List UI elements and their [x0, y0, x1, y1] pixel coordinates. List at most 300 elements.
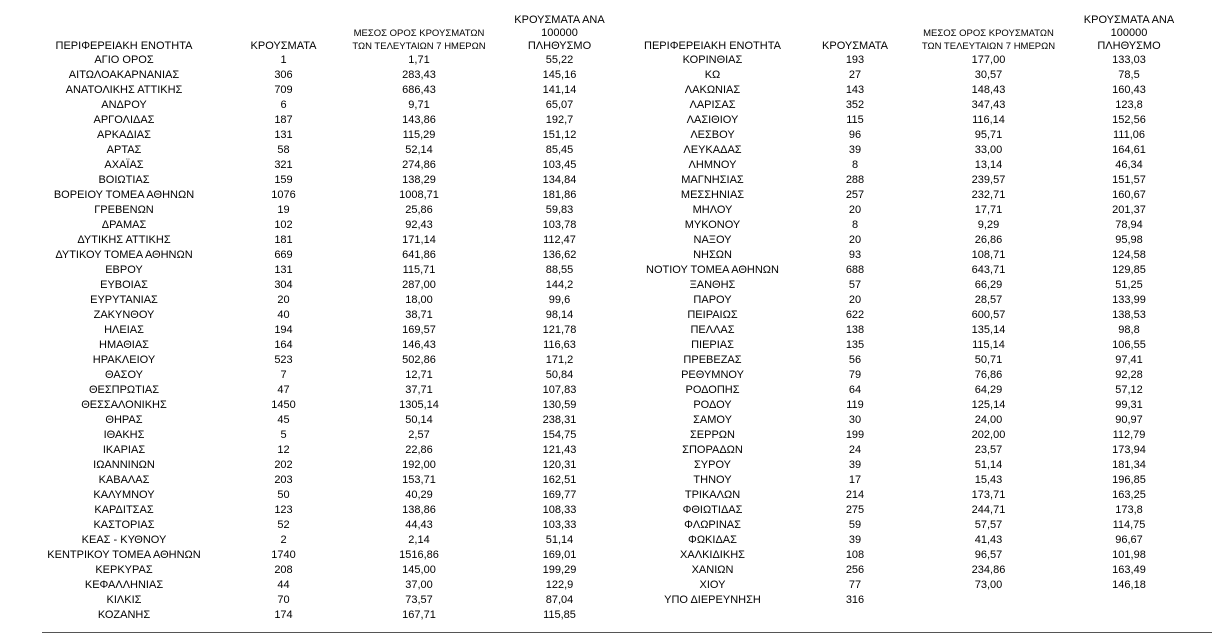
avg7-cell: 95,71 — [974, 129, 1003, 141]
per100k-cell: 154,75 — [542, 429, 577, 441]
per100k-cell: 162,51 — [542, 474, 577, 486]
table-row — [620, 278, 1186, 293]
table-row — [620, 53, 1186, 68]
region-cell: ΑΧΑΪΑΣ — [104, 159, 144, 171]
avg7-cell: 641,86 — [402, 249, 436, 261]
cases-cell: 27 — [848, 69, 862, 81]
table-row — [22, 548, 622, 563]
region-cell: ΚΟΡΙΝΘΙΑΣ — [682, 54, 743, 66]
header-region: ΠΕΡΙΦΕΡΕΙΑΚΗ ΕΝΟΤΗΤΑ — [55, 40, 193, 52]
cases-cell: 138 — [845, 324, 865, 336]
region-cell: ΚΟΖΑΝΗΣ — [97, 609, 151, 621]
cases-cell: 1450 — [271, 399, 296, 411]
avg7-cell: 173,71 — [971, 489, 1006, 501]
avg7-cell: 643,71 — [971, 264, 1006, 276]
table-row — [620, 338, 1186, 353]
table-row — [620, 443, 1186, 458]
per100k-cell: 196,85 — [1112, 474, 1146, 486]
cases-cell: 203 — [274, 474, 293, 486]
per100k-cell: 199,29 — [542, 564, 577, 576]
table-row — [620, 83, 1186, 98]
region-cell: ΦΘΙΩΤΙΔΑΣ — [682, 504, 743, 516]
table-row — [620, 263, 1186, 278]
avg7-cell: 37,71 — [405, 384, 433, 396]
region-cell: ΙΚΑΡΙΑΣ — [102, 444, 146, 456]
cases-cell: 275 — [845, 504, 865, 516]
table-row — [620, 188, 1186, 203]
per100k-cell: 98,14 — [545, 309, 574, 321]
table-row — [620, 98, 1186, 113]
per100k-cell: 201,37 — [1112, 204, 1146, 216]
avg7-cell: 146,43 — [402, 339, 436, 351]
region-cell: ΧΙΟΥ — [699, 579, 726, 591]
per100k-cell: 129,85 — [1112, 264, 1146, 276]
cases-cell: 79 — [848, 369, 862, 381]
table-row — [22, 398, 622, 413]
header-avg7-line2: ΤΩΝ ΤΕΛΕΥΤΑΙΩΝ 7 ΗΜΕΡΩΝ — [921, 41, 1056, 52]
per100k-cell: 111,06 — [1112, 129, 1145, 141]
avg7-cell: 192,00 — [402, 459, 436, 471]
avg7-cell: 274,86 — [402, 159, 436, 171]
cases-cell: 119 — [846, 399, 864, 411]
avg7-cell: 50,14 — [405, 414, 433, 426]
table-row — [22, 413, 622, 428]
avg7-cell: 12,71 — [405, 369, 433, 381]
per100k-cell: 181,86 — [542, 189, 577, 201]
region-cell: ΛΑΚΩΝΙΑΣ — [684, 84, 741, 96]
per100k-cell: 169,01 — [542, 549, 577, 561]
header-per100k — [1072, 14, 1186, 53]
avg7-cell: 73,00 — [974, 579, 1003, 591]
header-row — [22, 14, 622, 53]
per100k-cell: 151,12 — [542, 129, 577, 141]
region-cell: ΠΕΛΛΑΣ — [690, 324, 735, 336]
region-cell: ΞΑΝΘΗΣ — [689, 279, 736, 291]
region-cell: ΣΥΡΟΥ — [693, 459, 731, 471]
per100k-cell: 171,2 — [545, 354, 574, 366]
per100k-cell: 238,31 — [542, 414, 577, 426]
avg7-cell: 502,86 — [402, 354, 436, 366]
avg7-cell: 239,57 — [971, 174, 1006, 186]
cases-cell: 288 — [845, 174, 865, 186]
avg7-cell: 287,00 — [402, 279, 436, 291]
avg7-cell: 38,71 — [405, 309, 433, 321]
region-cell: ΣΑΜΟΥ — [693, 414, 732, 426]
cases-cell: 39 — [848, 534, 862, 546]
cases-cell: 56 — [848, 354, 862, 366]
cases-cell: 77 — [848, 579, 862, 591]
region-cell: ΣΠΟΡΑΔΩΝ — [682, 444, 743, 456]
per100k-cell: 160,43 — [1112, 84, 1146, 96]
cases-cell: 131 — [274, 264, 293, 276]
region-cell: ΛΑΡΙΣΑΣ — [689, 99, 736, 111]
table-row — [22, 83, 622, 98]
region-cell: ΠΑΡΟΥ — [693, 294, 732, 306]
per100k-cell: 101,98 — [1112, 549, 1146, 561]
region-cell: ΗΛΕΙΑΣ — [104, 324, 144, 336]
region-cell: ΚΑΣΤΟΡΙΑΣ — [93, 519, 155, 531]
per100k-cell: 173,94 — [1112, 444, 1146, 456]
region-cell: ΑΝΑΤΟΛΙΚΗΣ ΑΤΤΙΚΗΣ — [65, 84, 183, 96]
cases-cell: 96 — [848, 129, 862, 141]
region-cell: ΤΡΙΚΑΛΩΝ — [684, 489, 741, 501]
avg7-cell — [905, 593, 1072, 608]
cases-cell: 70 — [277, 594, 290, 606]
per100k-cell: 163,49 — [1112, 564, 1146, 576]
cases-cell: 523 — [274, 354, 293, 366]
cases-cell: 108 — [845, 549, 865, 561]
cases-cell: 316 — [845, 594, 865, 606]
table-row — [22, 323, 622, 338]
region-cell: ΙΘΑΚΗΣ — [103, 429, 145, 441]
avg7-cell: 9,71 — [408, 99, 430, 111]
table-row — [620, 413, 1186, 428]
header-avg7-line1: ΜΕΣΟΣ ΟΡΟΣ ΚΡΟΥΣΜΑΤΩΝ — [923, 28, 1054, 39]
region-cell: ΡΟΔΟΥ — [693, 399, 732, 411]
cases-cell: 52 — [277, 519, 290, 531]
avg7-cell: 234,86 — [971, 564, 1006, 576]
per100k-cell: 112,79 — [1112, 429, 1146, 441]
avg7-cell: 66,29 — [974, 279, 1003, 291]
region-cell: ΠΕΙΡΑΙΩΣ — [687, 309, 738, 321]
region-cell: ΗΜΑΘΙΑΣ — [99, 339, 149, 351]
cases-cell: 131 — [274, 129, 293, 141]
per100k-cell: 99,6 — [548, 294, 571, 306]
per100k-cell: 59,83 — [545, 204, 574, 216]
avg7-cell: 115,29 — [402, 129, 436, 141]
header-avg7 — [905, 14, 1072, 53]
avg7-cell: 600,57 — [971, 309, 1006, 321]
table-row — [620, 473, 1186, 488]
per100k-cell: 78,94 — [1115, 219, 1143, 231]
region-cell: ΕΥΒΟΙΑΣ — [100, 279, 148, 291]
cases-cell: 2 — [280, 534, 287, 546]
region-cell: ΕΥΡΥΤΑΝΙΑΣ — [90, 294, 158, 306]
region-cell: ΧΑΛΚΙΔΙΚΗΣ — [680, 549, 745, 561]
cases-cell: 39 — [848, 144, 862, 156]
cases-cell: 352 — [845, 99, 865, 111]
table-row — [620, 503, 1186, 518]
table-row — [22, 488, 622, 503]
table-row — [22, 563, 622, 578]
per100k-cell: 123,8 — [1115, 99, 1143, 111]
table-row — [22, 53, 622, 68]
per100k-cell: 90,97 — [1115, 414, 1143, 426]
avg7-cell: 2,57 — [408, 429, 430, 441]
per100k-cell: 98,8 — [1118, 324, 1140, 336]
avg7-cell: 57,57 — [974, 519, 1003, 531]
cases-cell: 8 — [851, 159, 859, 171]
per100k-cell: 92,28 — [1115, 369, 1143, 381]
header-cases: ΚΡΟΥΣΜΑΤΑ — [822, 40, 888, 52]
header-per100k-line2: ΠΛΗΘΥΣΜΟ — [527, 40, 592, 52]
region-cell: ΡΟΔΟΠΗΣ — [685, 384, 740, 396]
region-cell: ΛΕΣΒΟΥ — [690, 129, 735, 141]
table-row — [22, 173, 622, 188]
header-per100k-line2: ΠΛΗΘΥΣΜΟ — [1097, 40, 1161, 52]
table-row — [620, 578, 1186, 593]
table-row — [620, 113, 1186, 128]
avg7-cell: 145,00 — [402, 564, 436, 576]
table-row — [22, 143, 622, 158]
per100k-cell: 130,59 — [542, 399, 577, 411]
header-per100k — [497, 14, 622, 53]
table-row — [22, 608, 622, 623]
table-row — [620, 548, 1186, 563]
per100k-cell: 108,33 — [542, 504, 577, 516]
cases-cell: 1076 — [271, 189, 296, 201]
region-cell: ΒΟΙΩΤΙΑΣ — [98, 174, 150, 186]
table-row — [22, 218, 622, 233]
region-cell: ΤΗΝΟΥ — [693, 474, 732, 486]
region-cell: ΦΩΚΙΔΑΣ — [688, 534, 737, 546]
region-cell: ΝΑΞΟΥ — [693, 234, 732, 246]
per100k-cell: 95,98 — [1115, 234, 1143, 246]
table-row — [22, 458, 622, 473]
table-row — [22, 248, 622, 263]
cases-cell: 256 — [845, 564, 865, 576]
per100k-cell: 141,14 — [542, 84, 577, 96]
avg7-cell: 41,43 — [974, 534, 1003, 546]
cases-cell: 1 — [280, 54, 287, 66]
table-body-left — [22, 53, 622, 623]
avg7-cell: 167,71 — [402, 609, 436, 621]
avg7-cell: 169,57 — [402, 324, 436, 336]
table-row — [620, 533, 1186, 548]
avg7-cell: 28,57 — [974, 294, 1003, 306]
cases-cell: 143 — [845, 84, 865, 96]
table-row — [620, 293, 1186, 308]
table-row — [22, 158, 622, 173]
avg7-cell: 51,14 — [974, 459, 1003, 471]
region-cell: ΑΡΓΟΛΙΔΑΣ — [93, 114, 155, 126]
region-cell: ΘΑΣΟΥ — [104, 369, 144, 381]
avg7-cell: 148,43 — [971, 84, 1006, 96]
header-avg7-line2: ΤΩΝ ΤΕΛΕΥΤΑΙΩΝ 7 ΗΜΕΡΩΝ — [352, 41, 486, 52]
avg7-cell: 202,00 — [971, 429, 1006, 441]
bottom-rule — [42, 632, 1212, 633]
table-row — [22, 338, 622, 353]
header-avg7-line1: ΜΕΣΟΣ ΟΡΟΣ ΚΡΟΥΣΜΑΤΩΝ — [353, 28, 485, 39]
cases-table-right — [620, 14, 1186, 608]
cases-cell: 39 — [848, 459, 862, 471]
avg7-cell: 33,00 — [974, 144, 1003, 156]
per100k-cell: 151,57 — [1112, 174, 1146, 186]
region-cell: ΚΩ — [704, 69, 721, 81]
avg7-cell: 92,43 — [405, 219, 433, 231]
avg7-cell: 177,00 — [971, 54, 1006, 66]
region-cell: ΦΛΩΡΙΝΑΣ — [684, 519, 741, 531]
cases-cell: 164 — [274, 339, 293, 351]
cases-cell: 24 — [848, 444, 862, 456]
table-body-right — [620, 53, 1186, 608]
table-row — [620, 203, 1186, 218]
table-row — [22, 98, 622, 113]
avg7-cell: 108,71 — [971, 249, 1006, 261]
region-cell: ΛΑΣΙΘΙΟΥ — [686, 114, 739, 126]
per100k-cell: 133,99 — [1112, 294, 1146, 306]
avg7-cell: 44,43 — [405, 519, 433, 531]
avg7-cell: 73,57 — [405, 594, 433, 606]
per100k-cell: 152,56 — [1112, 114, 1146, 126]
region-cell: ΑΓΙΟ ΟΡΟΣ — [94, 54, 154, 66]
cases-cell: 306 — [274, 69, 293, 81]
region-cell: ΘΕΣΠΡΩΤΙΑΣ — [88, 384, 160, 396]
avg7-cell: 116,14 — [972, 114, 1005, 126]
cases-table-left — [22, 14, 622, 623]
avg7-cell: 17,71 — [974, 204, 1003, 216]
table-row — [22, 518, 622, 533]
region-cell: ΛΕΥΚΑΔΑΣ — [683, 144, 742, 156]
per100k-cell — [1072, 593, 1186, 608]
avg7-cell: 22,86 — [405, 444, 433, 456]
cases-cell: 1740 — [271, 549, 296, 561]
region-cell: ΒΟΡΕΙΟΥ ΤΟΜΕΑ ΑΘΗΝΩΝ — [53, 189, 195, 201]
region-cell: ΣΕΡΡΩΝ — [690, 429, 735, 441]
per100k-cell: 78,5 — [1118, 69, 1140, 81]
table-row — [620, 353, 1186, 368]
per100k-cell: 107,83 — [542, 384, 577, 396]
cases-cell: 688 — [845, 264, 865, 276]
cases-cell: 57 — [848, 279, 862, 291]
table-row — [620, 248, 1186, 263]
table-row — [620, 383, 1186, 398]
per100k-cell: 116,63 — [543, 339, 576, 351]
header-cases: ΚΡΟΥΣΜΑΤΑ — [250, 40, 317, 52]
region-cell: ΡΕΘΥΜΝΟΥ — [681, 369, 744, 381]
region-cell: ΚΑΛΥΜΝΟΥ — [93, 489, 155, 501]
table-row — [620, 593, 1186, 608]
cases-cell: 19 — [277, 204, 290, 216]
per100k-cell: 46,34 — [1115, 159, 1143, 171]
avg7-cell: 171,14 — [402, 234, 436, 246]
region-cell: ΚΕΝΤΡΙΚΟΥ ΤΟΜΕΑ ΑΘΗΝΩΝ — [47, 549, 201, 561]
avg7-cell: 23,57 — [974, 444, 1003, 456]
avg7-cell: 1516,86 — [399, 549, 439, 561]
cases-cell: 181 — [274, 234, 293, 246]
avg7-cell: 96,57 — [974, 549, 1003, 561]
avg7-cell: 30,57 — [974, 69, 1003, 81]
table-row — [620, 308, 1186, 323]
table-row — [22, 443, 622, 458]
region-cell: ΝΟΤΙΟΥ ΤΟΜΕΑ ΑΘΗΝΩΝ — [646, 264, 779, 276]
cases-cell: 102 — [274, 219, 293, 231]
avg7-cell: 115,71 — [402, 264, 436, 276]
table-row — [620, 143, 1186, 158]
cases-cell: 45 — [277, 414, 290, 426]
per100k-cell: 103,33 — [542, 519, 577, 531]
table-row — [22, 188, 622, 203]
cases-cell: 159 — [274, 174, 293, 186]
region-cell: ΑΙΤΩΛΟΑΚΑΡΝΑΝΙΑΣ — [68, 69, 180, 81]
per100k-cell: 85,45 — [545, 144, 574, 156]
region-cell: ΝΗΣΩΝ — [693, 249, 732, 261]
region-cell: ΔΡΑΜΑΣ — [101, 219, 147, 231]
avg7-cell: 135,14 — [971, 324, 1006, 336]
per100k-cell: 97,41 — [1115, 354, 1143, 366]
avg7-cell: 52,14 — [405, 144, 433, 156]
per100k-cell: 115,85 — [543, 609, 576, 621]
table-row — [22, 128, 622, 143]
cases-cell: 20 — [848, 204, 862, 216]
region-cell: ΗΡΑΚΛΕΙΟΥ — [92, 354, 156, 366]
table-row — [22, 383, 622, 398]
cases-cell: 115 — [846, 114, 864, 126]
table-row — [620, 128, 1186, 143]
per100k-cell: 173,8 — [1115, 504, 1143, 516]
cases-cell: 30 — [848, 414, 862, 426]
per100k-cell: 96,67 — [1115, 534, 1143, 546]
avg7-cell: 138,86 — [402, 504, 436, 516]
table-row — [620, 488, 1186, 503]
cases-cell: 93 — [848, 249, 862, 261]
avg7-cell: 138,29 — [402, 174, 436, 186]
avg7-cell: 64,29 — [974, 384, 1003, 396]
header-per100k-line1: ΚΡΟΥΣΜΑΤΑ ΑΝΑ 100000 — [1083, 14, 1175, 39]
region-cell: ΔΥΤΙΚΟΥ ΤΟΜΕΑ ΑΘΗΝΩΝ — [55, 249, 193, 261]
avg7-cell: 143,86 — [402, 114, 436, 126]
table-row — [620, 398, 1186, 413]
per100k-cell: 163,25 — [1112, 489, 1146, 501]
cases-cell: 174 — [274, 609, 293, 621]
table-row — [22, 503, 622, 518]
cases-cell: 58 — [277, 144, 290, 156]
table-row — [620, 518, 1186, 533]
per100k-cell: 51,25 — [1115, 279, 1143, 291]
region-cell: ΜΑΓΝΗΣΙΑΣ — [681, 174, 744, 186]
avg7-cell: 50,71 — [974, 354, 1003, 366]
region-cell: ΠΙΕΡΙΑΣ — [691, 339, 734, 351]
cases-cell: 44 — [277, 579, 290, 591]
table-row — [22, 428, 622, 443]
cases-cell: 7 — [280, 369, 287, 381]
table-row — [620, 323, 1186, 338]
region-cell: ΘΕΣΣΑΛΟΝΙΚΗΣ — [81, 399, 167, 411]
region-cell: ΑΝΔΡΟΥ — [101, 99, 147, 111]
per100k-cell: 146,18 — [1112, 579, 1146, 591]
cases-cell: 199 — [845, 429, 865, 441]
region-cell: ΚΙΛΚΙΣ — [106, 594, 142, 606]
avg7-cell: 9,29 — [977, 219, 1000, 231]
per100k-cell: 138,53 — [1112, 309, 1146, 321]
per100k-cell: 133,03 — [1112, 54, 1146, 66]
per100k-cell: 169,77 — [542, 489, 577, 501]
header-row — [620, 14, 1186, 53]
table-row — [620, 428, 1186, 443]
region-cell: ΔΥΤΙΚΗΣ ΑΤΤΙΚΗΣ — [77, 234, 171, 246]
per100k-cell: 99,31 — [1115, 399, 1143, 411]
region-cell: ΚΕΦΑΛΛΗΝΙΑΣ — [84, 579, 164, 591]
cases-cell: 187 — [274, 114, 293, 126]
table-row — [22, 233, 622, 248]
avg7-cell: 1008,71 — [399, 189, 439, 201]
table-row — [22, 113, 622, 128]
per100k-cell: 103,78 — [542, 219, 577, 231]
region-cell: ΚΑΒΑΛΑΣ — [98, 474, 150, 486]
cases-cell: 194 — [274, 324, 293, 336]
header-per100k-line1: ΚΡΟΥΣΜΑΤΑ ΑΝΑ 100000 — [514, 14, 605, 39]
per100k-cell: 88,55 — [545, 264, 574, 276]
table-row — [22, 278, 622, 293]
table-row — [22, 473, 622, 488]
cases-cell: 321 — [274, 159, 293, 171]
per100k-cell: 192,7 — [545, 114, 574, 126]
cases-cell: 17 — [848, 474, 862, 486]
cases-cell: 20 — [848, 294, 862, 306]
avg7-cell: 153,71 — [402, 474, 436, 486]
region-cell: ΛΗΜΝΟΥ — [688, 159, 737, 171]
region-cell: ΙΩΑΝΝΙΝΩΝ — [93, 459, 155, 471]
